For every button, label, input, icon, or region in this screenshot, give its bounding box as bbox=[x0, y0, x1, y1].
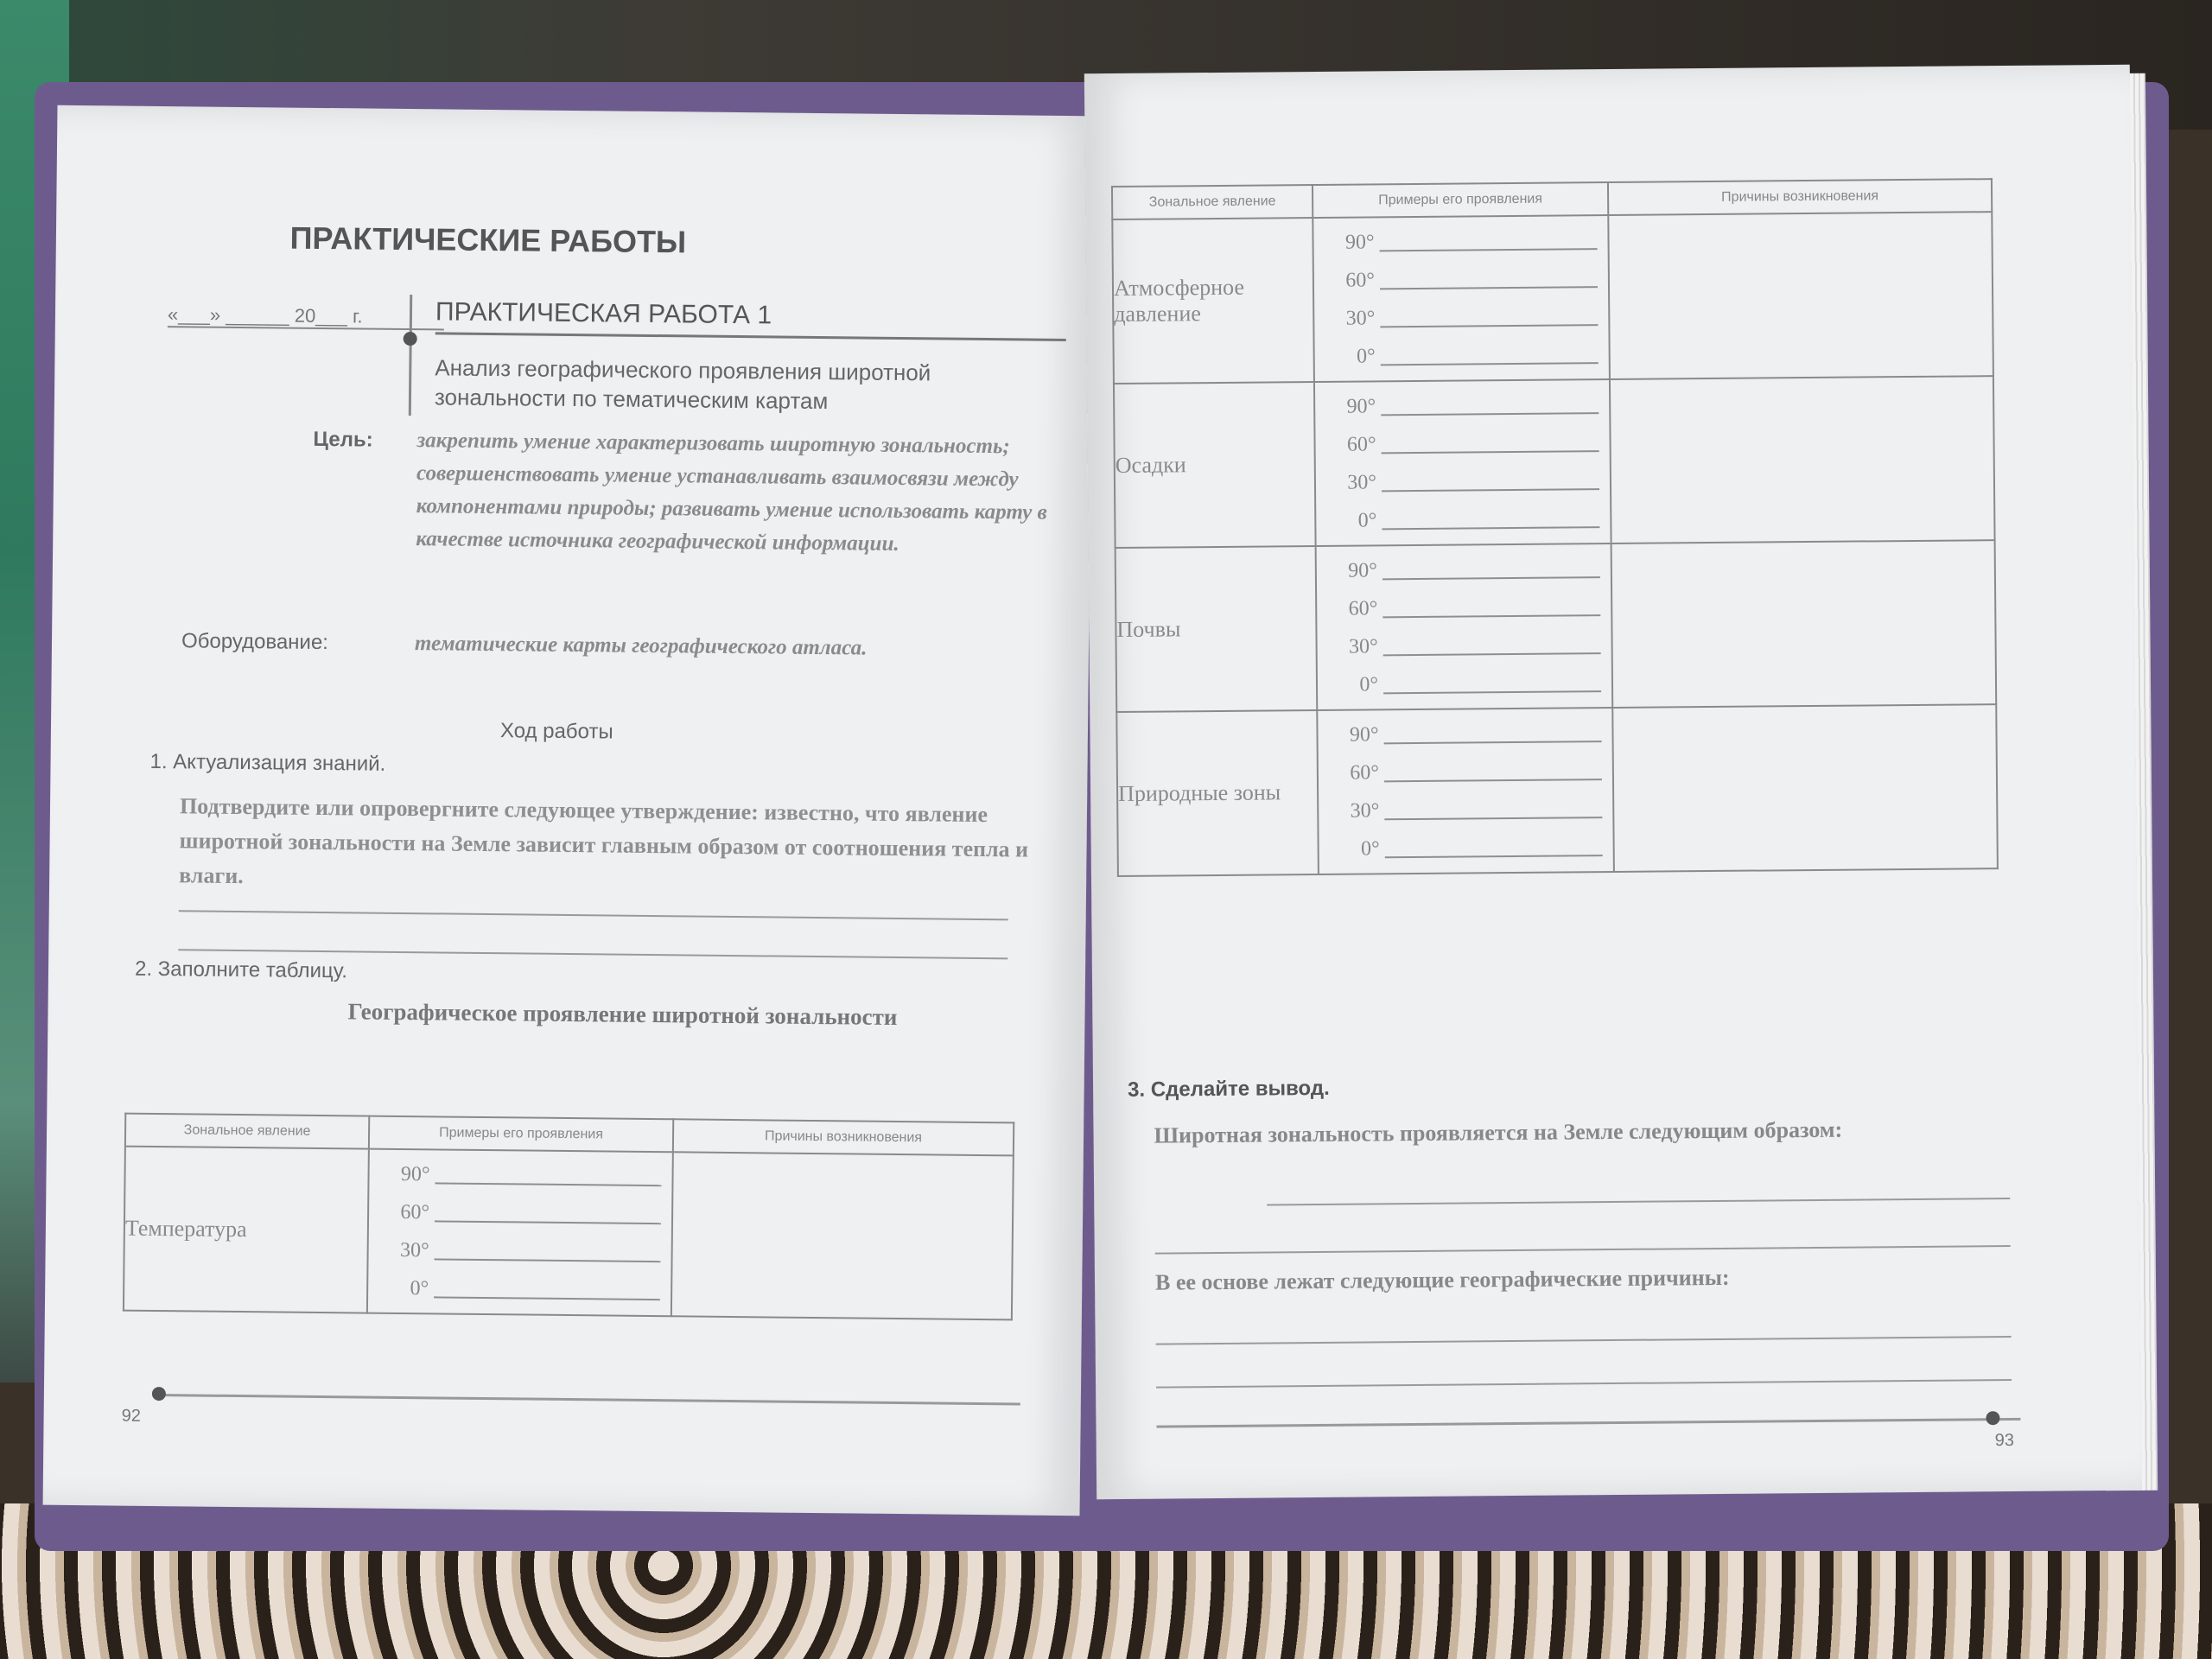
work-title: ПРАКТИЧЕСКАЯ РАБОТА 1 bbox=[435, 297, 1066, 341]
answer-line[interactable] bbox=[435, 1203, 661, 1224]
degree-row bbox=[1316, 461, 1610, 502]
degree-label: 0° bbox=[410, 1276, 429, 1300]
row-phenomenon: Температура bbox=[124, 1147, 369, 1313]
course-heading: Ход работы bbox=[499, 719, 613, 744]
conclusion-1: Широтная зональность проявляется на Земле следующим образом: bbox=[1154, 1116, 1843, 1148]
footer-dot bbox=[152, 1387, 166, 1401]
degree-label: 30° bbox=[399, 1238, 429, 1262]
degree-row bbox=[1318, 664, 1611, 704]
degree-label: 60° bbox=[1348, 596, 1378, 620]
degree-label: 0° bbox=[1360, 836, 1380, 861]
answer-line[interactable] bbox=[1156, 1379, 2012, 1389]
answer-line[interactable] bbox=[1382, 471, 1599, 492]
section-title: ПРАКТИЧЕСКИЕ РАБОТЫ bbox=[289, 219, 687, 260]
degree-label: 90° bbox=[1344, 230, 1375, 254]
degree-row bbox=[1319, 828, 1612, 868]
page-number: 92 bbox=[121, 1406, 141, 1426]
causes-cell[interactable] bbox=[671, 1152, 1014, 1319]
answer-line[interactable] bbox=[435, 1165, 661, 1186]
examples-cell bbox=[1313, 215, 1610, 382]
degree-row bbox=[368, 1231, 671, 1273]
answer-line[interactable] bbox=[1383, 723, 1601, 744]
degree-row bbox=[1317, 626, 1611, 666]
answer-line[interactable] bbox=[1382, 509, 1599, 530]
degree-row bbox=[1315, 385, 1609, 426]
zonality-table-left bbox=[123, 1113, 1014, 1321]
degree-row bbox=[1318, 714, 1611, 754]
work-topic: Анализ географического проявления широтной зональности по тематическим картам bbox=[434, 354, 931, 415]
answer-line[interactable] bbox=[1380, 269, 1598, 289]
row-phenomenon: Природные зоны bbox=[1116, 710, 1319, 876]
answer-line[interactable] bbox=[1384, 761, 1602, 782]
title-divider bbox=[409, 295, 412, 416]
degree-label: 90° bbox=[1348, 558, 1377, 582]
step1-text: Подтвердите или опровергните следующее утверждение: известно, что явление широтной зональности на Земле зависит главным образом от соотношения тепла и влаги. bbox=[179, 793, 1029, 889]
goal-text: закрепить умение характеризовать широтную зональность; совершенствовать умение устанавливать взаимосвязи между компонентами природы; развивать умение использовать карту в качестве источника географической информации. bbox=[416, 429, 1047, 556]
degree-row bbox=[1319, 790, 1612, 830]
examples-cell bbox=[1317, 708, 1614, 874]
answer-line[interactable] bbox=[1384, 799, 1602, 820]
answer-line[interactable] bbox=[1155, 1245, 2011, 1255]
causes-cell[interactable] bbox=[1612, 704, 1998, 872]
footer-dot bbox=[1986, 1411, 1999, 1425]
header-causes: Причины возникновения bbox=[1608, 179, 1992, 215]
causes-cell[interactable] bbox=[1608, 212, 1993, 379]
causes-cell[interactable] bbox=[1611, 540, 1997, 708]
step2-heading: 2. Заполните таблицу. bbox=[134, 957, 348, 983]
degree-label: 60° bbox=[400, 1200, 430, 1224]
left-page bbox=[43, 105, 1095, 1516]
goal-label: Цель: bbox=[313, 427, 373, 452]
answer-line[interactable] bbox=[1379, 231, 1597, 251]
degree-row bbox=[1315, 335, 1609, 376]
answer-line[interactable] bbox=[1381, 345, 1599, 365]
step1-heading: 1. Актуализация знаний. bbox=[149, 749, 386, 776]
degree-label: 30° bbox=[1350, 798, 1380, 823]
equipment-text: тематические карты географического атласа. bbox=[414, 632, 868, 660]
answer-line[interactable] bbox=[179, 910, 1008, 920]
degree-label: 60° bbox=[1346, 432, 1376, 456]
row-phenomenon: Осадки bbox=[1114, 382, 1316, 548]
answer-line[interactable] bbox=[178, 949, 1007, 959]
divider-dot bbox=[404, 332, 417, 346]
degree-label: 30° bbox=[1347, 470, 1377, 494]
degree-label: 60° bbox=[1345, 268, 1376, 292]
equipment-label: Оборудование: bbox=[181, 629, 329, 655]
examples-cell bbox=[1314, 379, 1611, 546]
degree-row bbox=[369, 1193, 671, 1235]
footer-rule bbox=[1156, 1418, 2020, 1428]
conclusion-2: В ее основе лежат следующие географические причины: bbox=[1154, 1264, 1730, 1295]
answer-line[interactable] bbox=[1383, 673, 1601, 694]
zonality-table-right bbox=[1111, 178, 1999, 877]
answer-line[interactable] bbox=[434, 1279, 660, 1300]
degree-label: 0° bbox=[1356, 344, 1376, 368]
causes-cell[interactable] bbox=[1610, 376, 1995, 543]
header-examples: Примеры его проявления bbox=[1313, 182, 1608, 218]
answer-line[interactable] bbox=[1381, 395, 1599, 416]
degree-row bbox=[1317, 588, 1611, 628]
answer-line[interactable] bbox=[1381, 433, 1599, 454]
degree-row bbox=[1319, 752, 1612, 792]
degree-row bbox=[1314, 259, 1608, 300]
degree-row bbox=[368, 1269, 671, 1311]
degree-row bbox=[1317, 550, 1611, 590]
degree-row bbox=[1314, 297, 1608, 338]
degree-label: 0° bbox=[1359, 672, 1379, 696]
examples-cell bbox=[367, 1149, 673, 1317]
degree-label: 30° bbox=[1345, 306, 1376, 330]
degree-label: 90° bbox=[1349, 722, 1379, 747]
row-phenomenon: Почвы bbox=[1116, 546, 1318, 712]
degree-label: 90° bbox=[400, 1162, 430, 1185]
table-caption: Географическое проявление широтной зональности bbox=[347, 998, 898, 1030]
row-phenomenon: Атмосферное давление bbox=[1112, 218, 1314, 384]
degree-label: 90° bbox=[1346, 394, 1376, 418]
header-phenomenon: Зональное явление bbox=[1112, 185, 1313, 219]
degree-row bbox=[1315, 423, 1609, 464]
answer-line[interactable] bbox=[1156, 1336, 2012, 1345]
answer-line[interactable] bbox=[435, 1241, 661, 1262]
step3-heading: 3. Сделайте вывод. bbox=[1127, 1076, 1330, 1102]
answer-line[interactable] bbox=[1385, 837, 1603, 858]
header-phenomenon: Зональное явление bbox=[125, 1114, 369, 1149]
degree-row bbox=[1316, 499, 1610, 540]
degree-row bbox=[369, 1155, 671, 1197]
footer-rule bbox=[156, 1394, 1020, 1405]
examples-cell bbox=[1316, 543, 1613, 710]
degree-label: 30° bbox=[1348, 634, 1378, 658]
date-field: «___» ______ 20___ г. bbox=[168, 303, 444, 330]
header-causes: Причины возникновения bbox=[673, 1119, 1014, 1155]
degree-label: 60° bbox=[1350, 760, 1380, 785]
page-number: 93 bbox=[1994, 1430, 2015, 1451]
answer-line[interactable] bbox=[1382, 597, 1600, 618]
answer-line[interactable] bbox=[1383, 635, 1601, 656]
answer-line[interactable] bbox=[1380, 307, 1598, 327]
header-examples: Примеры его проявления bbox=[369, 1116, 673, 1153]
degree-row bbox=[1313, 221, 1607, 262]
right-page bbox=[1084, 65, 2142, 1499]
answer-line[interactable] bbox=[1267, 1198, 2010, 1206]
degree-label: 0° bbox=[1357, 508, 1377, 532]
answer-line[interactable] bbox=[1382, 559, 1600, 580]
